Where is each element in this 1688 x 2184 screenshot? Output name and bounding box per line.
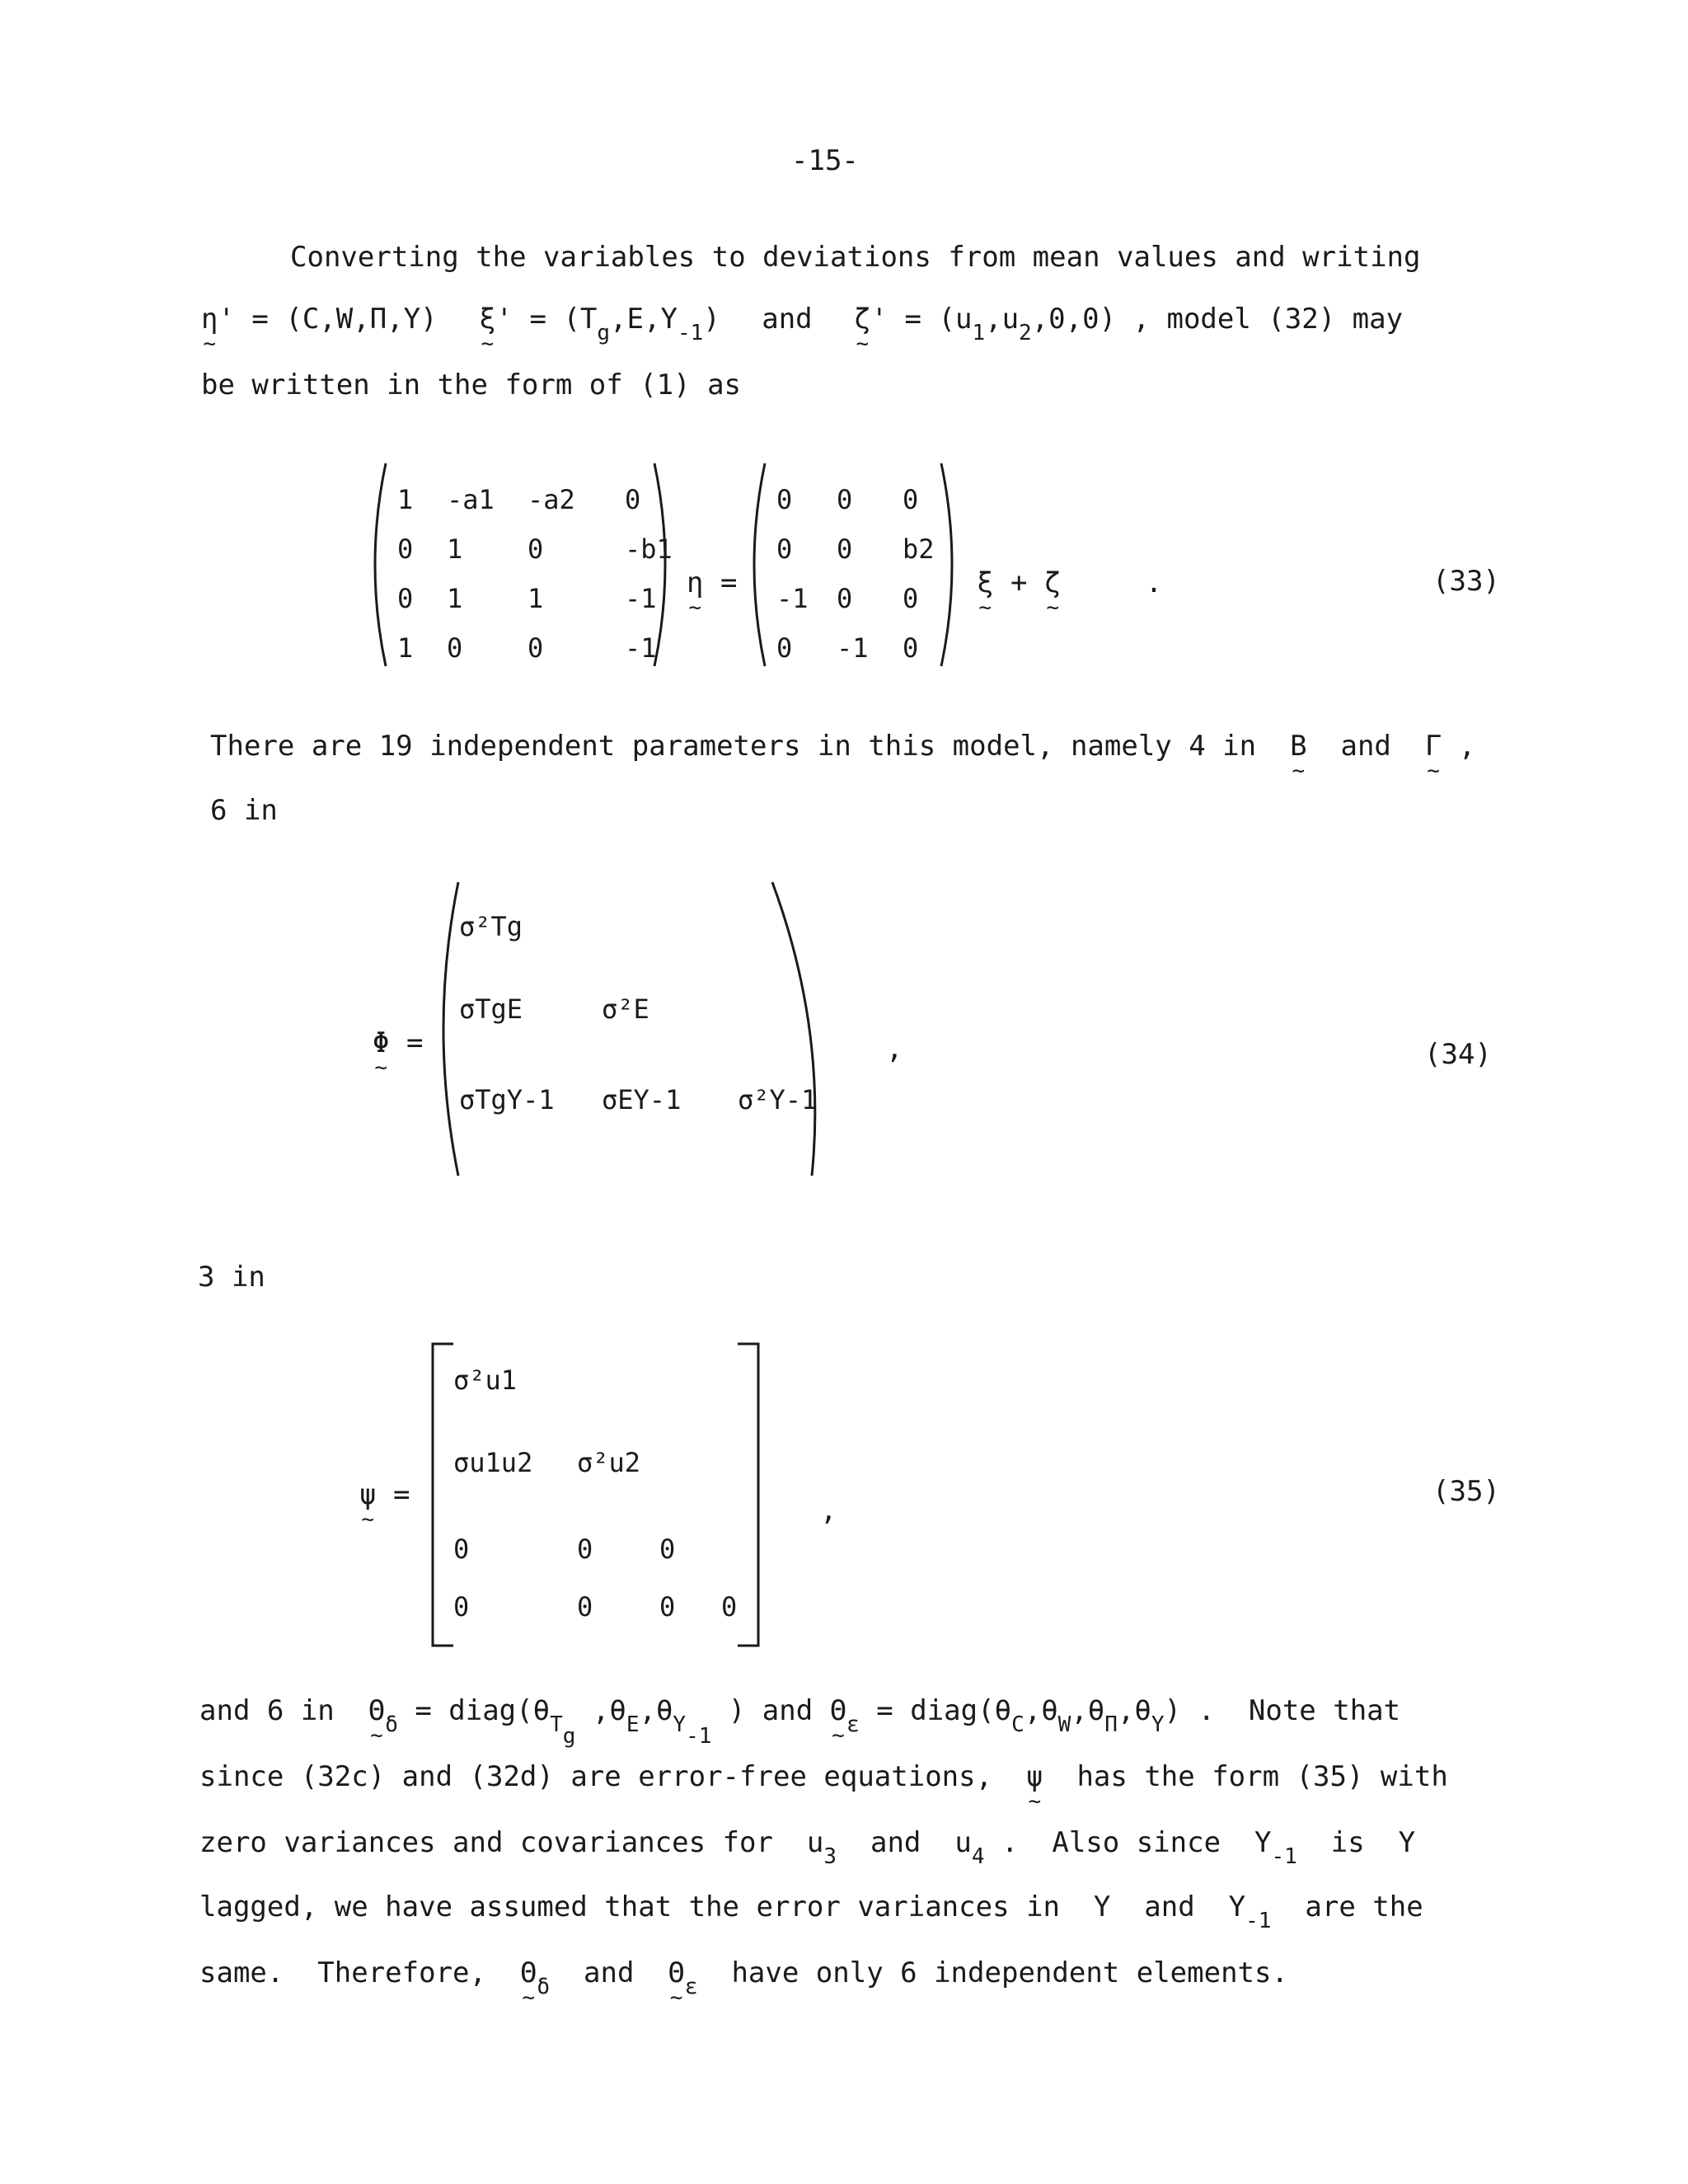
equation-35-label: (35)	[1432, 1475, 1500, 1508]
matrix-cell: 0	[453, 1591, 470, 1623]
eta-definition: η ~' = (C,W,Π,Y)	[201, 303, 438, 336]
matrix-cell: -a2	[528, 484, 575, 515]
matrix-b-left-paren	[363, 462, 387, 668]
matrix-b-right-paren	[653, 462, 678, 668]
matrix-cell: 0	[577, 1533, 593, 1565]
intro-line-2	[201, 305, 1403, 344]
matrix-cell: σTgE	[459, 993, 523, 1025]
matrix-cell: 0	[776, 632, 793, 664]
matrix-cell: 0	[528, 533, 544, 565]
matrix-cell: 0	[528, 632, 544, 664]
matrix-cell: σu1u2	[453, 1447, 533, 1478]
matrix-psi-right-bracket	[736, 1342, 761, 1647]
intro-line-1: Converting the variables to deviations from mean values and writing	[290, 241, 1421, 274]
matrix-cell: σEY-1	[602, 1084, 682, 1115]
matrix-cell: 0	[397, 533, 414, 565]
paragraph-3-line-1: and 6 in Θ $\sim_\delta$ = $diag(\theta_{T_g}$ $,\theta_E,\theta_{Y_{-1}}$ ) and Θ $\sim_\varepsilon$ = $diag(\theta_C,\theta_W,\theta_\Pi,\theta_Y)$ . Note that	[199, 1697, 1400, 1747]
zeta-definition: ζ ~' = $(u_1,u_2,0,0)$	[854, 303, 1116, 336]
matrix-cell: 0	[447, 632, 463, 664]
matrix-cell: 0	[903, 484, 919, 515]
matrix-cell: 0	[903, 583, 919, 614]
matrix-cell: 1	[447, 533, 463, 565]
matrix-cell: -1	[625, 632, 657, 664]
matrix-cell: 1	[528, 583, 544, 614]
matrix-cell: b2	[903, 533, 935, 565]
matrix-cell: 0	[903, 632, 919, 664]
intro-line-3: be written in the form of (1) as	[201, 369, 742, 402]
page-number: -15-	[791, 144, 859, 177]
matrix-cell: σ²u2	[577, 1447, 641, 1478]
phi-equals: Φ ~ =	[373, 1029, 423, 1057]
matrix-gamma-left-paren	[742, 462, 767, 668]
matrix-cell: 0	[577, 1591, 593, 1623]
equation-35-comma: ,	[820, 1494, 837, 1527]
paragraph-3-line-5: same. Therefore, Θ $\sim_\delta$ and Θ $\sim_\varepsilon$ have only 6 independent elements.	[199, 1959, 1288, 1998]
xi-definition: ξ ~' = $(T_g,E,Y_{-1})$	[479, 303, 720, 336]
matrix-cell: 0	[397, 583, 414, 614]
matrix-cell: 0	[837, 484, 853, 515]
matrix-cell: 0	[453, 1533, 470, 1565]
matrix-cell: -1	[837, 632, 869, 664]
matrix-cell: 0	[625, 484, 641, 515]
matrix-phi-right-paren	[771, 881, 828, 1177]
and-word: and	[762, 303, 813, 336]
three-in: 3 in	[198, 1261, 265, 1294]
matrix-cell: -1	[625, 583, 657, 614]
paragraph-3-line-2: since (32c) and (32d) are error-free equations, ψ ~ has the form (35) with	[199, 1763, 1448, 1791]
matrix-cell: 0	[776, 484, 793, 515]
matrix-cell: σ²E	[602, 993, 649, 1025]
eta-equals: η ~ =	[687, 569, 737, 597]
matrix-cell: 0	[837, 533, 853, 565]
paragraph-2-line-2: 6 in	[210, 794, 278, 827]
equation-34-label: (34)	[1424, 1038, 1492, 1071]
matrix-cell: 0	[837, 583, 853, 614]
equation-33-label: (33)	[1432, 565, 1500, 598]
matrix-cell: -a1	[447, 484, 495, 515]
paragraph-2-line-1: There are 19 independent parameters in this model, namely 4 in B ~ and Γ ~ ,	[210, 732, 1475, 760]
matrix-cell: 0	[721, 1591, 738, 1623]
matrix-gamma-right-paren	[940, 462, 964, 668]
matrix-cell: -b1	[625, 533, 673, 565]
matrix-psi-left-bracket	[430, 1342, 455, 1647]
matrix-cell: 1	[447, 583, 463, 614]
matrix-cell: -1	[776, 583, 809, 614]
equation-33-tail: ξ ~ + ζ ~ .	[977, 569, 1162, 597]
matrix-cell: σ²Tg	[459, 911, 523, 942]
matrix-cell: σ²Y-1	[738, 1084, 818, 1115]
matrix-cell: σ²u1	[453, 1364, 518, 1396]
matrix-cell: 0	[776, 533, 793, 565]
matrix-cell: 1	[397, 632, 414, 664]
matrix-cell: 1	[397, 484, 414, 515]
paragraph-3-line-3: zero variances and covariances for $u_3$ and $u_4$ . Also since $Y_{-1}$ is Y	[199, 1826, 1416, 1869]
paragraph-3-line-4: lagged, we have assumed that the error variances in Y and $Y_{-1}$ are the	[199, 1890, 1423, 1933]
psi-equals: ψ ~ =	[359, 1481, 410, 1509]
matrix-cell: 0	[659, 1591, 676, 1623]
matrix-phi-left-paren	[427, 881, 460, 1177]
matrix-cell: 0	[659, 1533, 676, 1565]
model-reference: , model (32) may	[1132, 303, 1404, 336]
equation-34-comma: ,	[886, 1032, 903, 1065]
matrix-cell: σTgY-1	[459, 1084, 555, 1115]
